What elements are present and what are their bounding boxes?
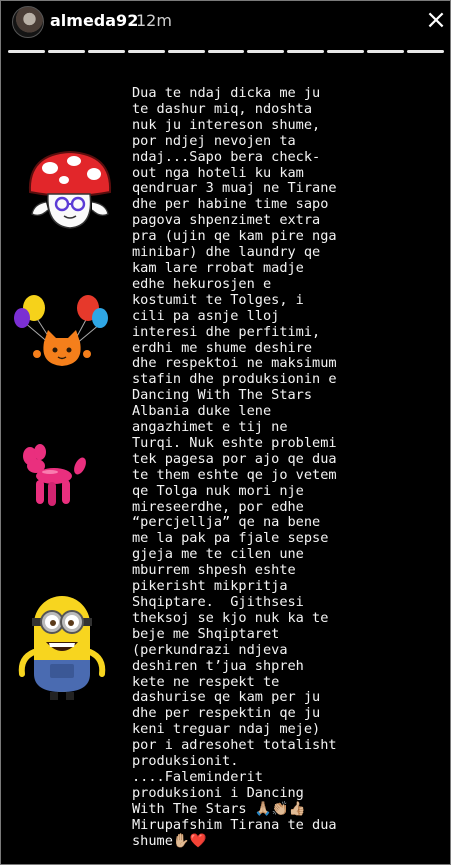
story-text-line: dhe per respektin qe ju (132, 705, 321, 722)
minion-sticker (16, 588, 108, 704)
story-text-line: mburrem shpesh eshte (132, 562, 296, 579)
story-text-line: pagova shpenzimet extra (132, 212, 321, 229)
story-text-line: te them eshte qe jo vetem (132, 466, 337, 483)
story-text-line: (perkundrazi ndjeva (132, 641, 288, 658)
story-text-line: qendruar 3 muaj ne Tirane (132, 180, 337, 197)
avatar[interactable] (12, 6, 44, 38)
story-text-line: Shqiptare. Gjithsesi (132, 594, 304, 610)
story-text-line: cili pa asnje lloj (132, 307, 280, 324)
story-text-line: edhe hekurosjen e (132, 275, 272, 292)
story-text-line: por ndjej nevojen ta (132, 132, 296, 149)
story-text-line: Albania duke lene (132, 403, 272, 420)
progress-segment (48, 50, 85, 53)
story-text-line: “percjellja” qe na bene (132, 514, 321, 531)
progress-segment (407, 50, 444, 53)
story-text-line: pra (ujin qe kam pire nga (132, 228, 337, 245)
progress-segment (327, 50, 364, 53)
story-text-line: ndaj...Sapo bera check- (132, 148, 321, 165)
story-text-line: te dashur miq, ndoshta (132, 100, 313, 117)
progress-segment (287, 50, 324, 53)
story-text-line: gjeja me te cilen une (132, 546, 304, 563)
story-header (0, 0, 451, 60)
progress-segment (247, 50, 284, 53)
balloon-cat-sticker (12, 294, 116, 374)
progress-segment (367, 50, 404, 53)
story-text-line: tek pagesa por ajo qe dua (132, 450, 337, 467)
story-text-line: dashurise qe kam per ju (132, 689, 321, 706)
story-text-line: qe Tolga nuk mori nje (132, 482, 304, 499)
story-text-line: Mirupafshim Tirana te dua (132, 816, 337, 833)
mushroom-sticker (24, 148, 116, 234)
story-text-line: dhe per habine time sapo (132, 196, 329, 213)
story-text-line: kam lare rrobat madje (132, 259, 304, 276)
story-progress-bar (8, 50, 444, 54)
story-text-line: ....Faleminderit (132, 768, 263, 785)
story-text-line: nuk ju intereson shume, (132, 116, 321, 133)
progress-segment (208, 50, 245, 53)
story-text-line: erdhi me shume deshire (132, 339, 313, 356)
story-text-line: interesi dhe perfitimi, (132, 323, 321, 340)
progress-segment (168, 50, 205, 53)
progress-segment (8, 50, 45, 53)
close-icon[interactable]: × (425, 5, 447, 35)
story-text-line: minibar) dhe laundry qe (132, 244, 321, 261)
story-text-line: dhe respektoi ne maksimum (132, 355, 337, 372)
story-text-line: keni treguar ndaj meje) (132, 721, 321, 738)
story-text (132, 86, 432, 850)
story-text-line: produksioni i Dancing (132, 784, 304, 801)
story-text-line: stafin dhe produksionin e (132, 371, 337, 388)
story-text-line: beje me Shqiptaret (132, 625, 280, 642)
story-text-line: shume✋🏼❤️ (132, 832, 207, 849)
story-text-line: Dancing With The Stars (132, 387, 313, 404)
story-text-line: Dua te ndaj dicka me ju (132, 85, 321, 101)
balloon-dog-sticker (16, 444, 90, 510)
story-text-line: produksionit. (132, 753, 239, 770)
story-text-line: por i adresohet totalisht (132, 737, 337, 754)
story-text-line: me la pak pa fjale sepse (132, 530, 329, 547)
story-text-line: theksoj se kjo nuk ka te (132, 609, 329, 626)
post-time: 12m (136, 11, 172, 30)
story-text-line: Turqi. Nuk eshte problemi (132, 434, 337, 451)
story-text-line: out nga hoteli ku kam (132, 164, 304, 181)
username[interactable]: almeda92 (50, 11, 139, 30)
story-text-line: angazhimet e tij ne (132, 419, 288, 436)
story-text-line: pikerisht mikpritja (132, 578, 288, 595)
story-text-line: kete ne respekt te (132, 673, 280, 690)
story-text-line: With The Stars 🙏🏼👏🏼👍🏼 (132, 800, 306, 817)
progress-segment (128, 50, 165, 53)
story-text-line: mireseerdhe, por edhe (132, 498, 304, 515)
story-content[interactable] (6, 66, 445, 862)
story-text-line: kostumit te Tolges, i (132, 291, 304, 308)
progress-segment (88, 50, 125, 53)
story-text-line: deshiren t’jua shpreh (132, 657, 304, 674)
